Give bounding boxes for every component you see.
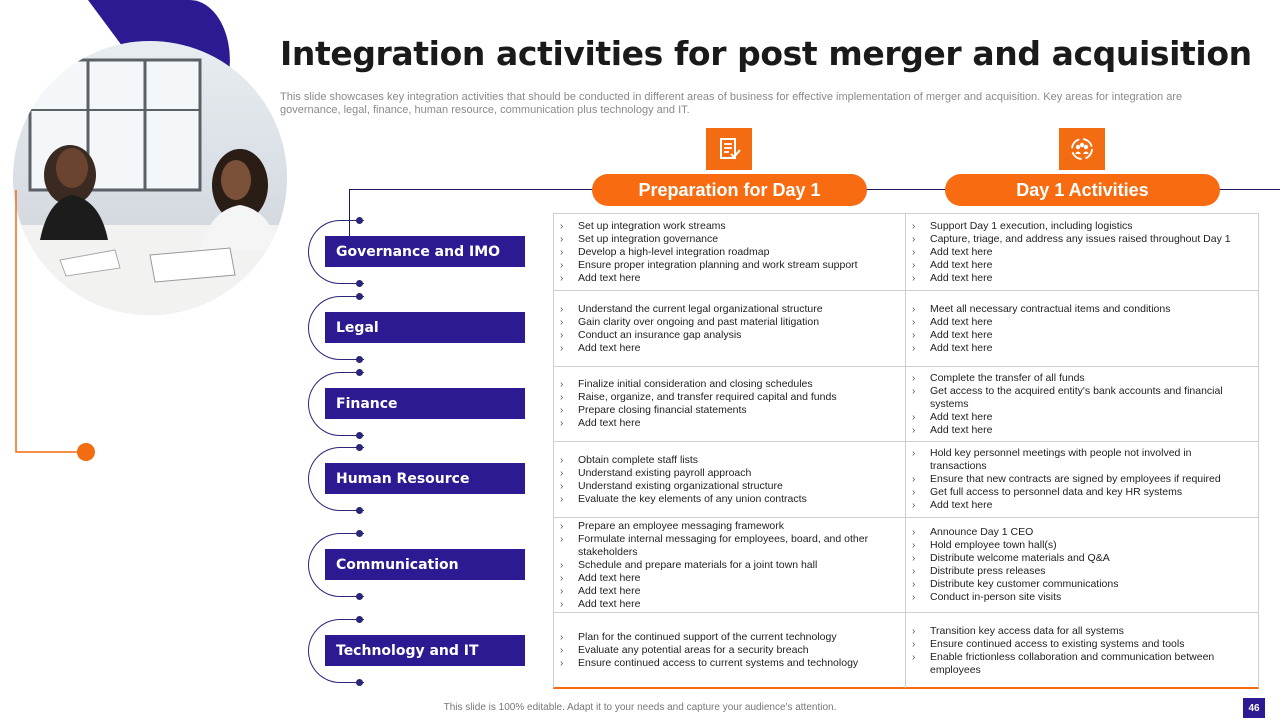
chevron-right-icon: › (912, 233, 916, 245)
chevron-right-icon: › (912, 385, 916, 397)
list-item-text: Understand existing organizational structure (578, 479, 783, 492)
list-item (912, 329, 1250, 342)
list-item-text: Add text here (578, 417, 641, 429)
chevron-right-icon: › (560, 233, 564, 245)
ring-dot (356, 616, 363, 623)
list-item-text: Add text here (578, 597, 641, 610)
list-item-text: Add text here (578, 271, 641, 284)
chevron-right-icon: › (912, 500, 916, 511)
list-item-text: Announce Day 1 CEO (930, 526, 1034, 538)
category-label: Communication (325, 549, 525, 580)
category-label: Legal (325, 312, 525, 343)
list-item-text: Hold employee town hall(s) (930, 539, 1057, 551)
category-communication (308, 533, 528, 597)
list-item-text: Capture, triage, and address any issues raised throughout Day 1 (930, 232, 1231, 245)
list-item-text: Distribute welcome materials and Q&A (930, 552, 1110, 564)
list-item-text: Meet all necessary contractual items and conditions (930, 302, 1171, 315)
chevron-right-icon: › (912, 566, 916, 577)
list-item (912, 316, 1250, 329)
list-item (912, 411, 1250, 424)
chevron-right-icon: › (912, 553, 916, 564)
column-header-preparation: Preparation for Day 1 (592, 174, 867, 206)
category-label: Human Resource (325, 463, 525, 494)
chevron-right-icon: › (560, 342, 564, 354)
list-item (912, 578, 1250, 591)
chevron-right-icon: › (912, 272, 916, 284)
list-item (560, 233, 897, 246)
list-item (560, 329, 897, 342)
ring-dot (356, 432, 363, 439)
list-item-text: Prepare closing financial statements (578, 404, 747, 416)
list-item-text: Prepare an employee messaging framework (578, 519, 785, 532)
list-item-text: Conduct an insurance gap analysis (578, 328, 742, 341)
chevron-right-icon: › (560, 272, 564, 284)
list-item (912, 233, 1250, 246)
chevron-right-icon: › (912, 527, 916, 538)
chevron-right-icon: › (912, 411, 916, 423)
chevron-right-icon: › (912, 259, 916, 271)
prep-cell (554, 367, 906, 441)
list-item (912, 303, 1250, 316)
list-item (560, 246, 897, 259)
chevron-right-icon: › (912, 342, 916, 354)
list-item-text: Ensure continued access to existing systems and tools (930, 637, 1185, 650)
day1-cell (906, 613, 1258, 688)
ring-dot (356, 593, 363, 600)
chevron-right-icon: › (560, 493, 564, 505)
chevron-right-icon: › (560, 559, 564, 571)
chevron-right-icon: › (560, 480, 564, 492)
list-item (912, 651, 1250, 677)
chevron-right-icon: › (560, 520, 564, 532)
list-item (912, 539, 1250, 552)
prep-cell (554, 613, 906, 688)
list-item-text: Distribute key customer communications (930, 578, 1119, 590)
list-item (560, 644, 897, 657)
category-finance (308, 372, 528, 436)
table-row (554, 518, 1258, 613)
list-item (560, 559, 897, 572)
chevron-right-icon: › (560, 316, 564, 328)
ring-dot (356, 280, 363, 287)
list-item (912, 259, 1250, 272)
ring-dot (356, 679, 363, 686)
list-item-text: Add text here (578, 584, 641, 597)
list-item (560, 316, 897, 329)
chevron-right-icon: › (560, 645, 564, 656)
table-row (554, 613, 1258, 688)
chevron-right-icon: › (912, 448, 916, 459)
list-item (560, 572, 897, 585)
list-item-text: Schedule and prepare materials for a joint town hall (578, 558, 818, 571)
list-item (560, 417, 897, 430)
footer-note: This slide is 100% editable. Adapt it to your needs and capture your audience's attention. (443, 702, 837, 713)
chevron-right-icon: › (912, 638, 916, 650)
chevron-right-icon: › (560, 392, 564, 403)
category-label: Governance and IMO (325, 236, 525, 267)
list-item-text: Add text here (578, 571, 641, 584)
chevron-right-icon: › (912, 329, 916, 341)
list-item (560, 493, 897, 506)
list-item-text: Set up integration work streams (578, 219, 726, 232)
list-item-text: Add text here (930, 410, 993, 423)
chevron-right-icon: › (560, 259, 564, 271)
list-item (912, 447, 1250, 473)
list-item (560, 404, 897, 417)
list-item-text: Obtain complete staff lists (578, 453, 699, 466)
list-item (912, 246, 1250, 259)
column-header-day1: Day 1 Activities (945, 174, 1220, 206)
slide-title: Integration activities for post merger and acquisition (280, 34, 1252, 73)
list-item-text: Add text here (930, 423, 993, 436)
list-item (560, 467, 897, 480)
list-item (560, 454, 897, 467)
list-item-text: Evaluate any potential areas for a security breach (578, 644, 809, 656)
day1-cell (906, 291, 1258, 366)
list-item-text: Support Day 1 execution, including logistics (930, 219, 1133, 232)
chevron-right-icon: › (560, 303, 564, 315)
list-item-text: Ensure proper integration planning and work stream support (578, 258, 858, 271)
table-row (554, 367, 1258, 442)
list-item (560, 220, 897, 233)
prep-cell (554, 518, 906, 612)
chevron-right-icon: › (912, 246, 916, 258)
ring-dot (356, 369, 363, 376)
list-item (560, 342, 897, 355)
list-item-text: Finalize initial consideration and closing schedules (578, 378, 813, 390)
category-label: Technology and IT (325, 635, 525, 666)
chevron-right-icon: › (560, 379, 564, 390)
chevron-right-icon: › (912, 625, 916, 637)
list-item-text: Plan for the continued support of the current technology (578, 631, 837, 643)
list-item (912, 424, 1250, 437)
list-item (560, 272, 897, 285)
ring-dot (356, 530, 363, 537)
day1-icon-box (1059, 128, 1105, 170)
list-item (912, 499, 1250, 512)
ring-dot (356, 217, 363, 224)
table-row (554, 442, 1258, 518)
list-item (560, 520, 897, 533)
preparation-icon-box (706, 128, 752, 170)
chevron-right-icon: › (912, 220, 916, 232)
list-item (560, 259, 897, 272)
ring-dot (356, 507, 363, 514)
list-item-text: Set up integration governance (578, 232, 719, 245)
list-item-text: Hold key personnel meetings with people not involved in transactions (930, 447, 1192, 472)
ring-dot (356, 444, 363, 451)
chevron-right-icon: › (560, 598, 564, 610)
chevron-right-icon: › (912, 316, 916, 328)
prep-cell (554, 214, 906, 290)
list-item (912, 565, 1250, 578)
list-item-text: Distribute press releases (930, 565, 1046, 577)
list-item (560, 378, 897, 391)
chevron-right-icon: › (912, 592, 916, 603)
list-item (912, 220, 1250, 233)
chevron-right-icon: › (912, 424, 916, 436)
chevron-right-icon: › (912, 372, 916, 384)
list-item-text: Transition key access data for all systems (930, 624, 1124, 637)
list-item (560, 657, 897, 670)
list-item (912, 625, 1250, 638)
prep-cell (554, 442, 906, 517)
list-item-text: Understand existing payroll approach (578, 466, 752, 479)
list-item-text: Gain clarity over ongoing and past material litigation (578, 315, 820, 328)
category-label: Finance (325, 388, 525, 419)
list-item (912, 526, 1250, 539)
day1-cell (906, 518, 1258, 612)
list-item-text: Ensure continued access to current systems and technology (578, 657, 859, 669)
list-item-text: Develop a high-level integration roadmap (578, 245, 770, 258)
category-human-resource (308, 447, 528, 511)
list-item-text: Add text here (930, 245, 993, 258)
chevron-right-icon: › (560, 658, 564, 669)
chevron-right-icon: › (912, 487, 916, 498)
list-item-text: Conduct in-person site visits (930, 591, 1062, 603)
list-item (912, 591, 1250, 604)
list-item-text: Formulate internal messaging for employees, board, and other stakeholders (578, 532, 869, 558)
chevron-right-icon: › (560, 246, 564, 258)
prep-cell (554, 291, 906, 366)
chevron-right-icon: › (560, 418, 564, 429)
list-item (912, 272, 1250, 285)
category-technology (308, 619, 528, 683)
chevron-right-icon: › (912, 474, 916, 485)
page-number: 46 (1243, 698, 1265, 718)
ring-dot (356, 293, 363, 300)
list-item (560, 533, 897, 559)
list-item (560, 391, 897, 404)
day1-cell (906, 214, 1258, 290)
list-item (912, 342, 1250, 355)
list-item (560, 631, 897, 644)
chevron-right-icon: › (912, 579, 916, 590)
day1-cell (906, 442, 1258, 517)
list-item-text: Add text here (930, 499, 993, 511)
list-item-text: Add text here (930, 341, 993, 354)
list-item-text: Add text here (930, 258, 993, 271)
category-legal (308, 296, 528, 360)
list-item (560, 598, 897, 611)
list-item-text: Add text here (578, 341, 641, 354)
chevron-right-icon: › (912, 540, 916, 551)
list-item (912, 638, 1250, 651)
team-cycle-icon (1069, 136, 1095, 162)
list-item-text: Complete the transfer of all funds (930, 371, 1085, 384)
ring-dot (356, 356, 363, 363)
checklist-icon (716, 136, 742, 162)
list-item-text: Get access to the acquired entity's bank accounts and financial systems (930, 384, 1223, 410)
chevron-right-icon: › (560, 405, 564, 416)
decorative-photo-graphic (0, 0, 300, 470)
list-item-text: Add text here (930, 271, 993, 284)
list-item-text: Enable frictionless collaboration and communication between employees (930, 650, 1215, 676)
list-item-text: Understand the current legal organizational structure (578, 302, 823, 315)
list-item (560, 480, 897, 493)
table-row (554, 291, 1258, 367)
table-row (554, 214, 1258, 291)
chevron-right-icon: › (912, 651, 916, 663)
list-item-text: Get full access to personnel data and key HR systems (930, 486, 1183, 498)
chevron-right-icon: › (560, 220, 564, 232)
list-item-text: Add text here (930, 328, 993, 341)
chevron-right-icon: › (560, 533, 564, 545)
list-item (912, 385, 1250, 411)
list-item-text: Raise, organize, and transfer required capital and funds (578, 391, 837, 403)
list-item (912, 486, 1250, 499)
chevron-right-icon: › (560, 632, 564, 643)
list-item-text: Evaluate the key elements of any union contracts (578, 492, 807, 505)
slide-subtitle: This slide showcases key integration activities that should be conducted in different areas of business for effective implementation of merger and acquisition. Key areas for integration are governance, legal, finance, human resource, communication plus technology and IT. (280, 91, 1183, 116)
chevron-right-icon: › (560, 572, 564, 584)
chevron-right-icon: › (560, 585, 564, 597)
chevron-right-icon: › (560, 454, 564, 466)
list-item (912, 473, 1250, 486)
list-item (560, 585, 897, 598)
list-item (912, 372, 1250, 385)
list-item (560, 303, 897, 316)
list-item-text: Ensure that new contracts are signed by employees if required (930, 473, 1221, 485)
day1-cell (906, 367, 1258, 441)
list-item-text: Add text here (930, 315, 993, 328)
chevron-right-icon: › (560, 329, 564, 341)
chevron-right-icon: › (912, 303, 916, 315)
category-governance (308, 220, 528, 284)
activities-table (553, 213, 1259, 689)
list-item (912, 552, 1250, 565)
chevron-right-icon: › (560, 467, 564, 479)
